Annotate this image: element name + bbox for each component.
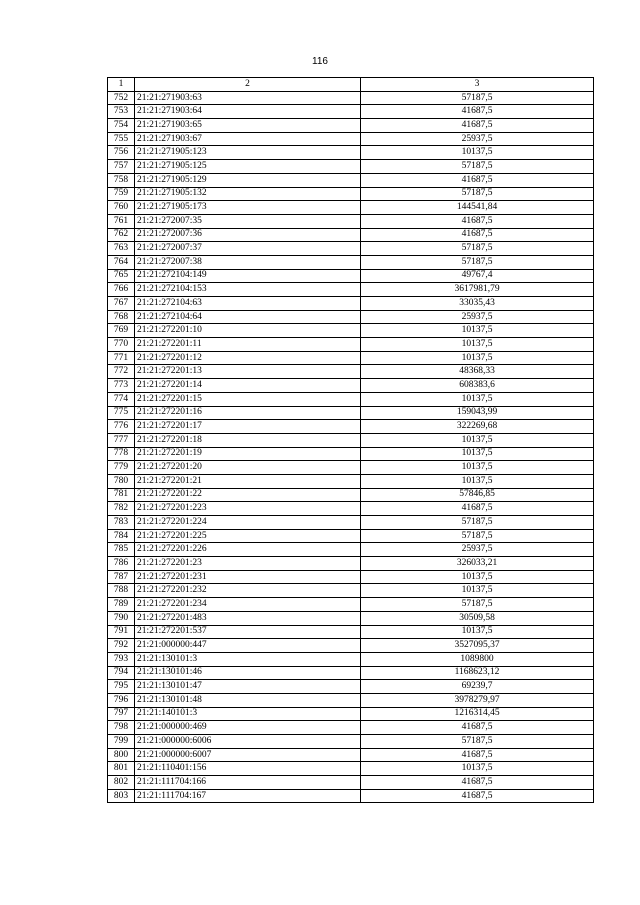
row-number-cell: 780 <box>108 474 135 488</box>
table-row <box>108 228 594 242</box>
cadastral-number-cell: 21:21:130101:48 <box>135 693 361 707</box>
table-row <box>108 625 594 639</box>
row-number-cell: 797 <box>108 707 135 721</box>
cadastral-number-cell: 21:21:272201:13 <box>135 365 361 379</box>
value-cell: 41687,5 <box>361 776 594 790</box>
row-number-cell: 776 <box>108 420 135 434</box>
table-row <box>108 365 594 379</box>
cadastral-number-cell: 21:21:272201:224 <box>135 516 361 530</box>
row-number-cell: 769 <box>108 324 135 338</box>
cadastral-number-cell: 21:21:272007:37 <box>135 242 361 256</box>
cadastral-number-cell: 21:21:130101:3 <box>135 652 361 666</box>
table-row <box>108 707 594 721</box>
row-number-cell: 758 <box>108 173 135 187</box>
table-row <box>108 721 594 735</box>
cadastral-number-cell: 21:21:272201:223 <box>135 502 361 516</box>
table-row <box>108 351 594 365</box>
cadastral-number-cell: 21:21:271905:173 <box>135 201 361 215</box>
value-cell: 10137,5 <box>361 447 594 461</box>
cadastral-number-cell: 21:21:000000:447 <box>135 639 361 653</box>
value-cell: 10137,5 <box>361 324 594 338</box>
cadastral-number-cell: 21:21:272201:19 <box>135 447 361 461</box>
table-row <box>108 433 594 447</box>
table-row <box>108 297 594 311</box>
row-number-cell: 799 <box>108 735 135 749</box>
row-number-cell: 763 <box>108 242 135 256</box>
row-number-cell: 766 <box>108 283 135 297</box>
cadastral-number-cell: 21:21:272201:23 <box>135 557 361 571</box>
value-cell: 144541,84 <box>361 201 594 215</box>
column-header-2: 2 <box>135 78 361 92</box>
row-number-cell: 757 <box>108 160 135 174</box>
value-cell: 57187,5 <box>361 529 594 543</box>
table-row <box>108 420 594 434</box>
row-number-cell: 777 <box>108 433 135 447</box>
row-number-cell: 793 <box>108 652 135 666</box>
value-cell: 41687,5 <box>361 502 594 516</box>
value-cell: 3978279,97 <box>361 693 594 707</box>
table-row <box>108 776 594 790</box>
row-number-cell: 783 <box>108 516 135 530</box>
table-body <box>108 91 594 803</box>
cadastral-number-cell: 21:21:272201:10 <box>135 324 361 338</box>
cadastral-number-cell: 21:21:130101:46 <box>135 666 361 680</box>
cadastral-number-cell: 21:21:272201:234 <box>135 598 361 612</box>
table-row <box>108 119 594 133</box>
row-number-cell: 778 <box>108 447 135 461</box>
value-cell: 326033,21 <box>361 557 594 571</box>
table-row <box>108 379 594 393</box>
table-row <box>108 283 594 297</box>
table-row <box>108 652 594 666</box>
value-cell: 3527095,37 <box>361 639 594 653</box>
row-number-cell: 781 <box>108 488 135 502</box>
row-number-cell: 752 <box>108 91 135 105</box>
row-number-cell: 771 <box>108 351 135 365</box>
cadastral-number-cell: 21:21:272201:16 <box>135 406 361 420</box>
cadastral-number-cell: 21:21:272201:11 <box>135 338 361 352</box>
table-row <box>108 474 594 488</box>
table-row <box>108 242 594 256</box>
value-cell: 25937,5 <box>361 543 594 557</box>
cadastral-number-cell: 21:21:271905:125 <box>135 160 361 174</box>
value-cell: 10137,5 <box>361 762 594 776</box>
value-cell: 41687,5 <box>361 173 594 187</box>
table-row <box>108 735 594 749</box>
value-cell: 57187,5 <box>361 516 594 530</box>
cadastral-number-cell: 21:21:272104:64 <box>135 310 361 324</box>
row-number-cell: 762 <box>108 228 135 242</box>
cadastral-number-cell: 21:21:271905:129 <box>135 173 361 187</box>
row-number-cell: 786 <box>108 557 135 571</box>
cadastral-number-cell: 21:21:271903:63 <box>135 91 361 105</box>
row-number-cell: 764 <box>108 255 135 269</box>
table-row <box>108 132 594 146</box>
cadastral-number-cell: 21:21:272104:63 <box>135 297 361 311</box>
value-cell: 10137,5 <box>361 625 594 639</box>
value-cell: 41687,5 <box>361 789 594 803</box>
row-number-cell: 768 <box>108 310 135 324</box>
value-cell: 3617981,79 <box>361 283 594 297</box>
table-row <box>108 447 594 461</box>
table-row <box>108 502 594 516</box>
table-row <box>108 91 594 105</box>
cadastral-number-cell: 21:21:272201:226 <box>135 543 361 557</box>
table-row <box>108 584 594 598</box>
table-row <box>108 461 594 475</box>
row-number-cell: 756 <box>108 146 135 160</box>
table-row <box>108 310 594 324</box>
table-row <box>108 543 594 557</box>
table-row <box>108 748 594 762</box>
cadastral-number-cell: 21:21:272201:18 <box>135 433 361 447</box>
table-row <box>108 269 594 283</box>
value-cell: 10137,5 <box>361 338 594 352</box>
table-row <box>108 666 594 680</box>
row-number-cell: 782 <box>108 502 135 516</box>
cadastral-number-cell: 21:21:272201:231 <box>135 570 361 584</box>
cadastral-number-cell: 21:21:271903:64 <box>135 105 361 119</box>
table-row <box>108 214 594 228</box>
cadastral-number-cell: 21:21:272104:149 <box>135 269 361 283</box>
table-row <box>108 255 594 269</box>
table-row <box>108 529 594 543</box>
cadastral-number-cell: 21:21:272201:225 <box>135 529 361 543</box>
table-row <box>108 187 594 201</box>
cadastral-number-cell: 21:21:272201:12 <box>135 351 361 365</box>
row-number-cell: 759 <box>108 187 135 201</box>
cadastral-number-cell: 21:21:111704:167 <box>135 789 361 803</box>
row-number-cell: 773 <box>108 379 135 393</box>
table-row <box>108 338 594 352</box>
table-row <box>108 639 594 653</box>
value-cell: 1168623,12 <box>361 666 594 680</box>
table-row <box>108 789 594 803</box>
row-number-cell: 753 <box>108 105 135 119</box>
row-number-cell: 792 <box>108 639 135 653</box>
cadastral-number-cell: 21:21:272007:38 <box>135 255 361 269</box>
cadastral-number-cell: 21:21:140101:3 <box>135 707 361 721</box>
row-number-cell: 755 <box>108 132 135 146</box>
row-number-cell: 787 <box>108 570 135 584</box>
table-row <box>108 173 594 187</box>
row-number-cell: 796 <box>108 693 135 707</box>
table-row <box>108 406 594 420</box>
value-cell: 41687,5 <box>361 214 594 228</box>
value-cell: 49767,4 <box>361 269 594 283</box>
cadastral-number-cell: 21:21:272007:36 <box>135 228 361 242</box>
value-cell: 57187,5 <box>361 91 594 105</box>
table-row <box>108 611 594 625</box>
cadastral-number-cell: 21:21:271905:132 <box>135 187 361 201</box>
cadastral-number-cell: 21:21:272104:153 <box>135 283 361 297</box>
value-cell: 10137,5 <box>361 392 594 406</box>
value-cell: 41687,5 <box>361 721 594 735</box>
value-cell: 69239,7 <box>361 680 594 694</box>
value-cell: 33035,43 <box>361 297 594 311</box>
table-row <box>108 146 594 160</box>
value-cell: 57187,5 <box>361 187 594 201</box>
table-row <box>108 201 594 215</box>
cadastral-number-cell: 21:21:272201:537 <box>135 625 361 639</box>
value-cell: 10137,5 <box>361 146 594 160</box>
row-number-cell: 794 <box>108 666 135 680</box>
cadastral-number-cell: 21:21:272201:20 <box>135 461 361 475</box>
table-header-row <box>108 78 594 92</box>
value-cell: 1216314,45 <box>361 707 594 721</box>
value-cell: 57187,5 <box>361 255 594 269</box>
row-number-cell: 795 <box>108 680 135 694</box>
table-row <box>108 570 594 584</box>
cadastral-number-cell: 21:21:272201:232 <box>135 584 361 598</box>
value-cell: 41687,5 <box>361 228 594 242</box>
row-number-cell: 770 <box>108 338 135 352</box>
value-cell: 25937,5 <box>361 310 594 324</box>
cadastral-number-cell: 21:21:271905:123 <box>135 146 361 160</box>
value-cell: 57187,5 <box>361 735 594 749</box>
row-number-cell: 761 <box>108 214 135 228</box>
row-number-cell: 775 <box>108 406 135 420</box>
row-number-cell: 784 <box>108 529 135 543</box>
column-header-1: 1 <box>108 78 135 92</box>
value-cell: 25937,5 <box>361 132 594 146</box>
value-cell: 10137,5 <box>361 461 594 475</box>
row-number-cell: 779 <box>108 461 135 475</box>
row-number-cell: 785 <box>108 543 135 557</box>
cadastral-number-cell: 21:21:000000:469 <box>135 721 361 735</box>
value-cell: 608383,6 <box>361 379 594 393</box>
value-cell: 10137,5 <box>361 570 594 584</box>
cadastral-number-cell: 21:21:272201:483 <box>135 611 361 625</box>
value-cell: 57187,5 <box>361 242 594 256</box>
table-row <box>108 160 594 174</box>
cadastral-number-cell: 21:21:110401:156 <box>135 762 361 776</box>
value-cell: 10137,5 <box>361 433 594 447</box>
value-cell: 10137,5 <box>361 474 594 488</box>
row-number-cell: 803 <box>108 789 135 803</box>
cadastral-number-cell: 21:21:272201:22 <box>135 488 361 502</box>
row-number-cell: 767 <box>108 297 135 311</box>
row-number-cell: 791 <box>108 625 135 639</box>
cadastral-number-cell: 21:21:272201:14 <box>135 379 361 393</box>
row-number-cell: 760 <box>108 201 135 215</box>
value-cell: 10137,5 <box>361 351 594 365</box>
table-row <box>108 693 594 707</box>
row-number-cell: 801 <box>108 762 135 776</box>
row-number-cell: 800 <box>108 748 135 762</box>
value-cell: 41687,5 <box>361 105 594 119</box>
row-number-cell: 788 <box>108 584 135 598</box>
cadastral-number-cell: 21:21:272201:15 <box>135 392 361 406</box>
value-cell: 57846,85 <box>361 488 594 502</box>
cadastral-number-cell: 21:21:000000:6006 <box>135 735 361 749</box>
table-row <box>108 105 594 119</box>
value-cell: 41687,5 <box>361 748 594 762</box>
row-number-cell: 789 <box>108 598 135 612</box>
cadastral-number-cell: 21:21:000000:6007 <box>135 748 361 762</box>
value-cell: 41687,5 <box>361 119 594 133</box>
row-number-cell: 790 <box>108 611 135 625</box>
table-row <box>108 762 594 776</box>
cadastral-number-cell: 21:21:272201:17 <box>135 420 361 434</box>
table-row <box>108 488 594 502</box>
table-row <box>108 324 594 338</box>
page-number: 116 <box>312 56 328 67</box>
data-table <box>107 77 594 803</box>
table-row <box>108 516 594 530</box>
table-row <box>108 392 594 406</box>
value-cell: 30509,58 <box>361 611 594 625</box>
value-cell: 57187,5 <box>361 598 594 612</box>
cadastral-number-cell: 21:21:130101:47 <box>135 680 361 694</box>
row-number-cell: 772 <box>108 365 135 379</box>
table-row <box>108 680 594 694</box>
column-header-3: 3 <box>361 78 594 92</box>
cadastral-number-cell: 21:21:271903:65 <box>135 119 361 133</box>
value-cell: 10137,5 <box>361 584 594 598</box>
row-number-cell: 774 <box>108 392 135 406</box>
table-row <box>108 557 594 571</box>
value-cell: 159043,99 <box>361 406 594 420</box>
value-cell: 1089800 <box>361 652 594 666</box>
cadastral-number-cell: 21:21:271903:67 <box>135 132 361 146</box>
value-cell: 57187,5 <box>361 160 594 174</box>
row-number-cell: 798 <box>108 721 135 735</box>
cadastral-number-cell: 21:21:272007:35 <box>135 214 361 228</box>
value-cell: 322269,68 <box>361 420 594 434</box>
row-number-cell: 754 <box>108 119 135 133</box>
value-cell: 48368,33 <box>361 365 594 379</box>
cadastral-number-cell: 21:21:272201:21 <box>135 474 361 488</box>
cadastral-number-cell: 21:21:111704:166 <box>135 776 361 790</box>
row-number-cell: 765 <box>108 269 135 283</box>
row-number-cell: 802 <box>108 776 135 790</box>
table-row <box>108 598 594 612</box>
